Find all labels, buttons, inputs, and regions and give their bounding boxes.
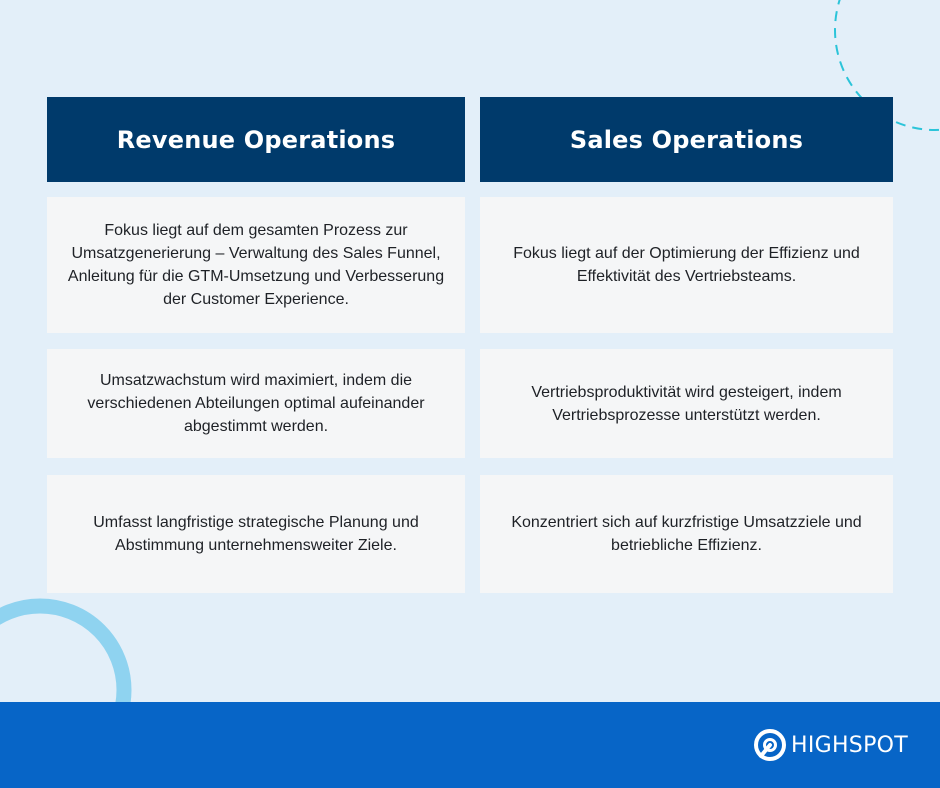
cell-text: Fokus liegt auf der Optimierung der Effizienz und Effektivität des Vertriebsteams. — [513, 245, 860, 285]
revenue-operations-title: Revenue Operations — [116, 125, 396, 154]
revenue-operations-row-2 — [47, 349, 465, 458]
sales-operations-row-3 — [480, 475, 893, 593]
highspot-brand-text: HIGHSPOT — [790, 732, 908, 758]
cell-text: Vertriebsproduktivität wird gesteigert, indem Vertriebsprozesse unterstützt werden. — [531, 383, 842, 424]
sales-operations-row-2 — [480, 349, 893, 458]
revenue-operations-row-1 — [47, 197, 465, 333]
footer-bar — [0, 702, 940, 788]
highspot-logo[interactable] — [753, 728, 908, 762]
sales-operations-header — [480, 97, 893, 182]
cell-text: Konzentriert sich auf kurzfristige Umsatzziele und betriebliche Effizienz. — [511, 514, 862, 554]
highspot-logo-icon — [753, 728, 787, 762]
revenue-operations-header — [47, 97, 465, 182]
cell-text: Fokus liegt auf dem gesamten Prozess zur Umsatzgenerierung – Verwaltung des Sales Funnel, Anleitung für die GTM-Umsetzung und Verbesserung der Customer Experience. — [67, 222, 445, 308]
sales-operations-title: Sales Operations — [569, 125, 804, 154]
cell-text: Umsatzwachstum wird maximiert, indem die verschiedenen Abteilungen optimal aufeinander abgestimmt werden. — [87, 372, 425, 435]
cell-text: Umfasst langfristige strategische Planung und Abstimmung unternehmensweiter Ziele. — [93, 514, 419, 554]
sales-operations-row-1 — [480, 197, 893, 333]
revenue-operations-row-3 — [47, 475, 465, 593]
